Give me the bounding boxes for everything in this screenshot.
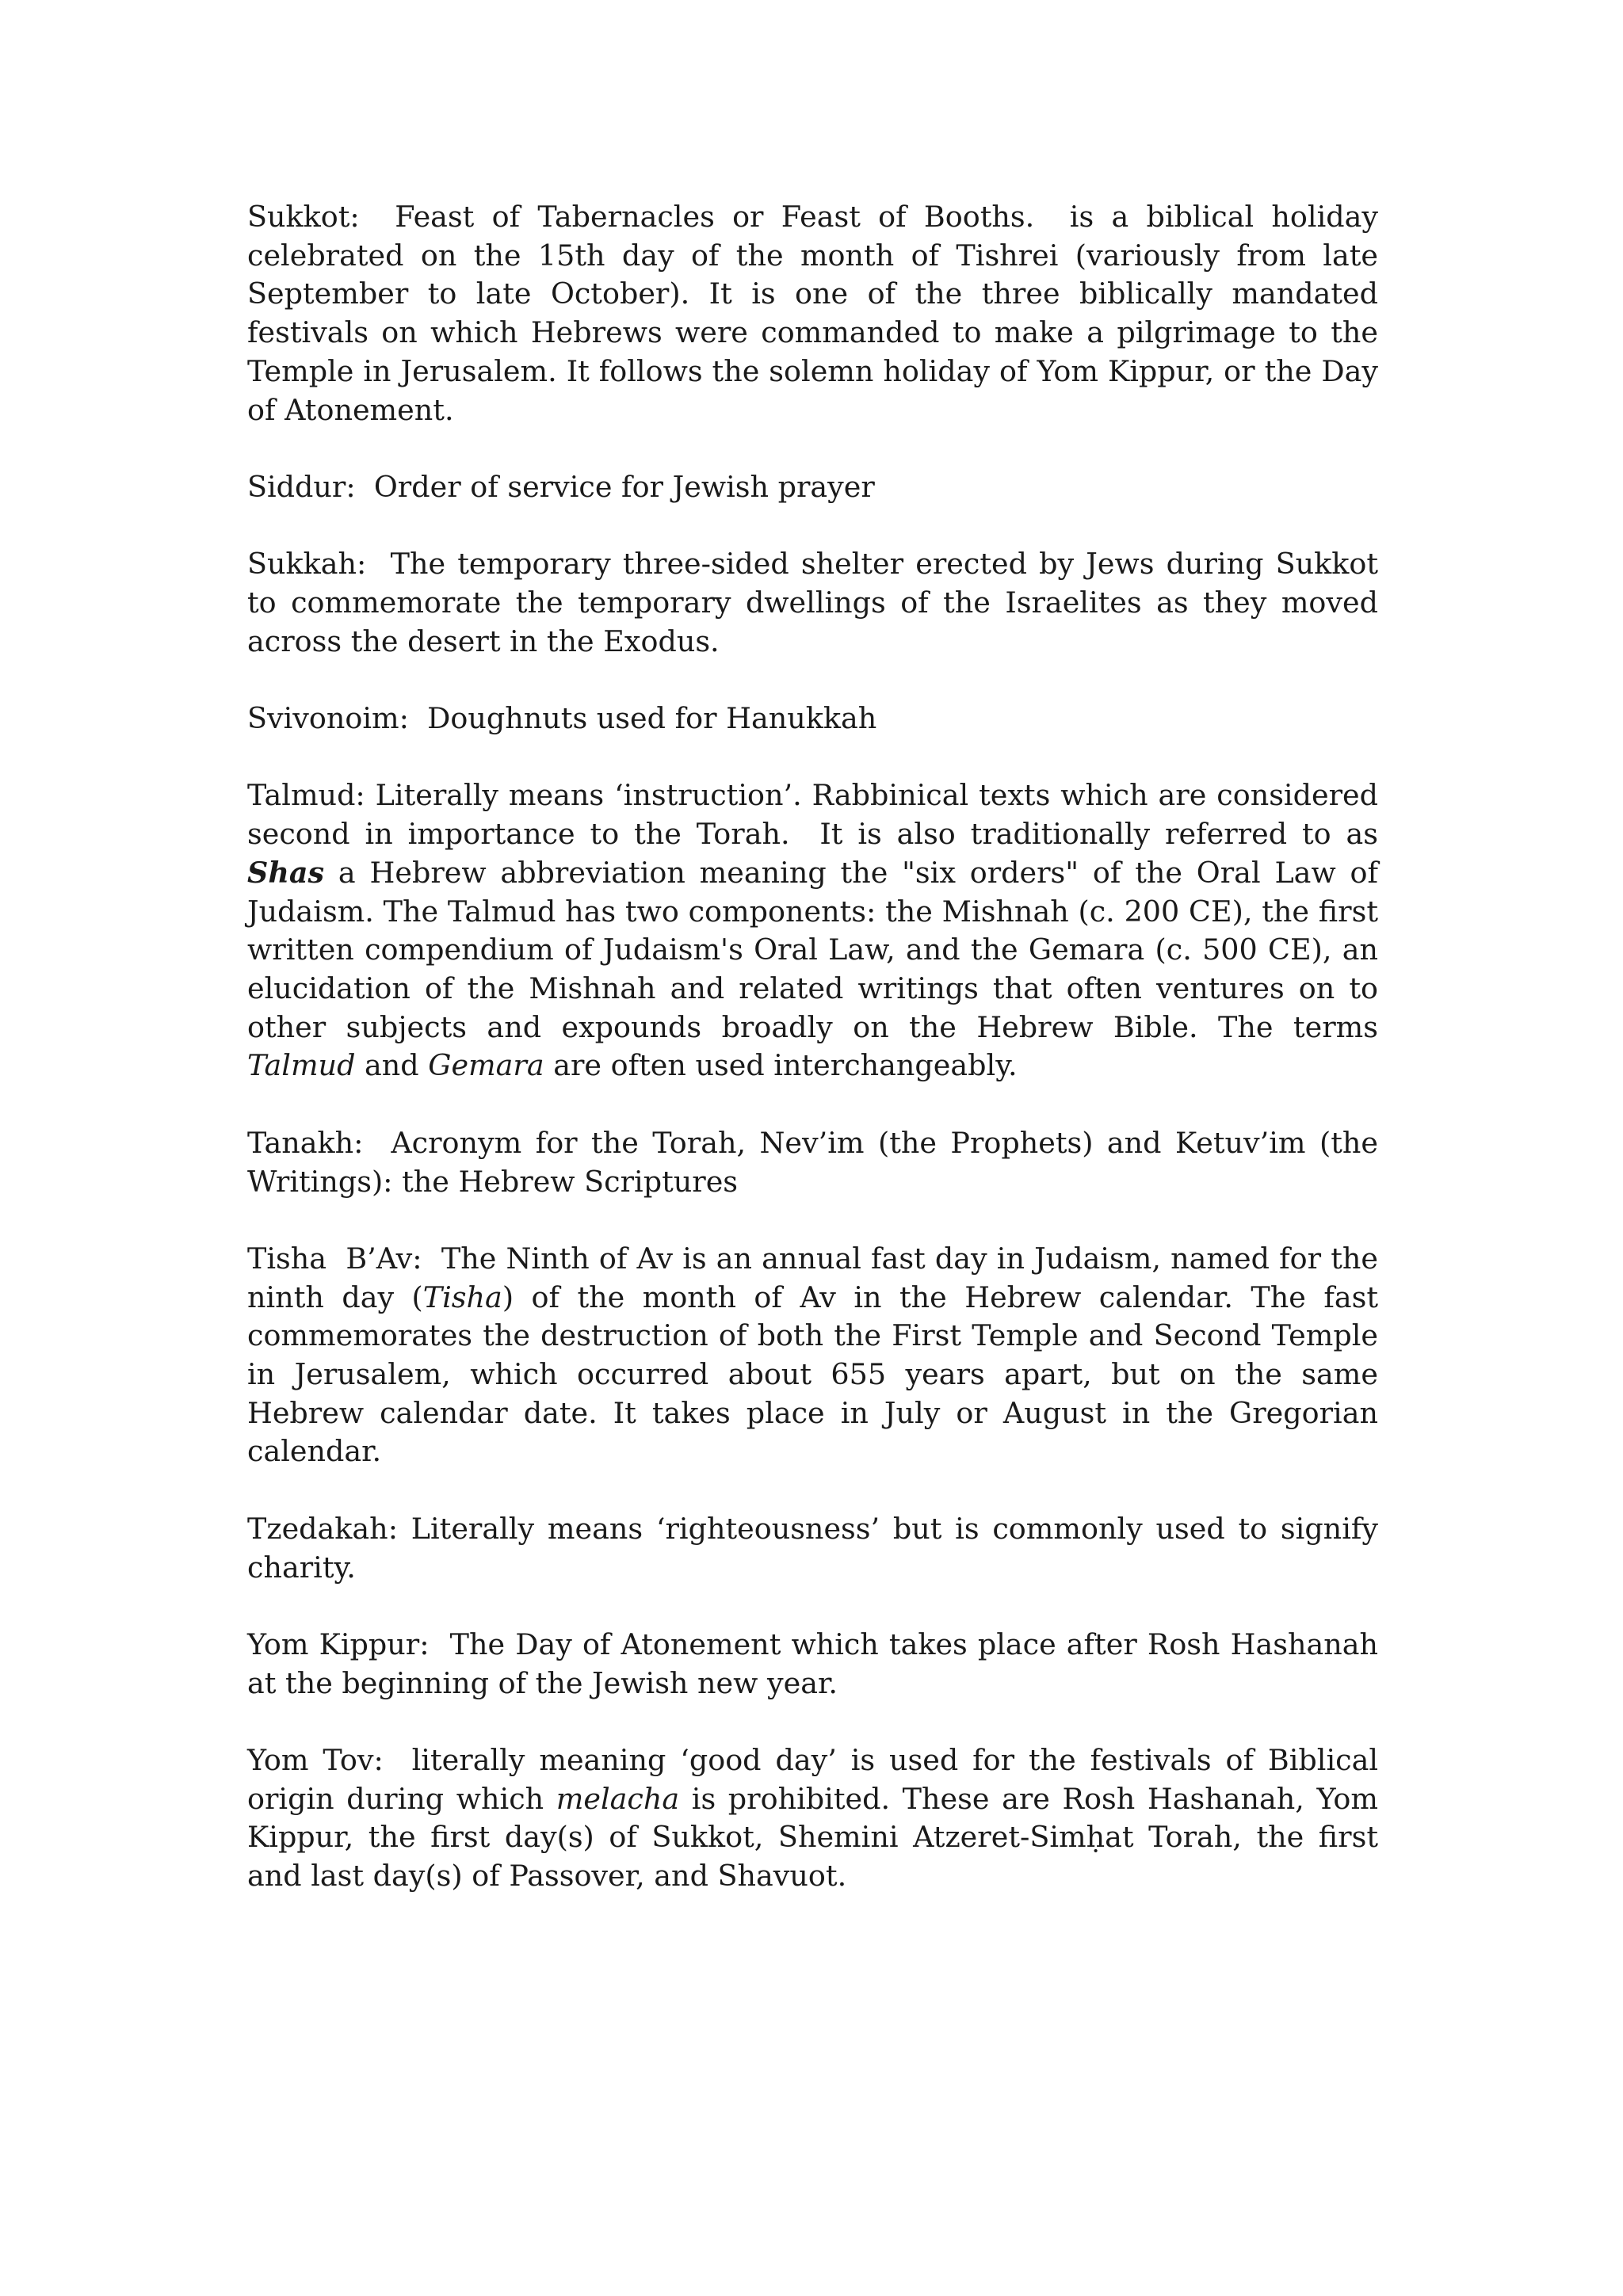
entry-text: Siddur: Order of service for Jewish prayer [247, 469, 875, 504]
emphasized-term: melacha [556, 1781, 680, 1816]
glossary-entry-tanakh [247, 1124, 1388, 1201]
entry-text: Tisha B’Av: The Ninth of Av is an annual fast day in Judaism, named for the ninth day ( [247, 1241, 1388, 1314]
emphasized-term: Shas [247, 855, 325, 890]
entry-text: a Hebrew abbreviation meaning the "six orders" of the Oral Law of Judaism. The Talmud has two components: the Mishnah (c. 200 CE), the first written compendium of Judaism's Oral Law, and the Gemara (c. 500 CE), an elucidation of the Mishnah and related writings that often ventures on to other subjects and expounds broadly on the Hebrew Bible. The terms [247, 855, 1388, 1044]
emphasized-term: Gemara [428, 1048, 544, 1083]
entry-text: and [355, 1048, 429, 1083]
emphasized-term: Talmud [247, 1048, 356, 1083]
entry-text: Talmud: Literally means ‘instruction’. Rabbinical texts which are considered second in importance to the Torah. It is also traditionally referred to as [247, 778, 1388, 852]
glossary-entry-tisha-bav [247, 1240, 1388, 1471]
glossary-entry-svivonoim [247, 700, 1378, 738]
entry-text: Tzedakah: Literally means ‘righteousness’ but is commonly used to signify charity. [247, 1511, 1388, 1585]
entry-text: Sukkot: Feast of Tabernacles or Feast of Booths. is a biblical holiday celebrated on the 15th day of the month of Tishrei (variously from late September to late October). It is one of the three biblically mandated festivals on which Hebrews were commanded to make a pilgrimage to the Temple in Jerusalem. It follows the solemn holiday of Yom Kippur, or the Day of Atonement. [247, 200, 1388, 427]
glossary-entry-tzedakah [247, 1510, 1388, 1587]
glossary-entry-sukkah [247, 545, 1388, 661]
glossary-entry-talmud [247, 776, 1388, 1085]
entry-text: Sukkah: The temporary three-sided shelter erected by Jews during Sukkot to commemorate the temporary dwellings of the Israelites as they moved across the desert in the Exodus. [247, 547, 1388, 658]
glossary-entry-siddur [247, 468, 1378, 507]
glossary-body [247, 198, 1388, 1896]
glossary-entry-yom-tov [247, 1741, 1388, 1896]
glossary-entry-sukkot [247, 198, 1388, 429]
entry-text: is prohibited. These are Rosh Hashanah, Yom Kippur, the first day(s) of Sukkot, Shemini Atzeret-Simḥat Torah, the first and last day(s) of Passover, and Shavuot. [247, 1781, 1388, 1894]
entry-text: Yom Kippur: The Day of Atonement which takes place after Rosh Hashanah at the beginning of the Jewish new year. [247, 1627, 1388, 1700]
emphasized-term: Tisha [422, 1280, 502, 1314]
entry-text: ) of the month of Av in the Hebrew calendar. The fast commemorates the destruction of both the First Temple and Second Temple in Jerusalem, which occurred about 655 years apart, but on the same Hebrew calendar date. It takes place in July or August in the Gregorian calendar. [247, 1280, 1388, 1469]
entry-text: Tanakh: Acronym for the Torah, Nev’im (the Prophets) and Ketuv’im (the Writings): the Hebrew Scriptures [247, 1125, 1388, 1199]
entry-text: Svivonoim: Doughnuts used for Hanukkah [247, 701, 877, 736]
entry-text: are often used interchangeably. [544, 1048, 1018, 1083]
entry-text: Yom Tov: literally meaning ‘good day’ is used for the festivals of Biblical origin during which [247, 1742, 1388, 1816]
glossary-entry-yom-kippur [247, 1626, 1388, 1703]
